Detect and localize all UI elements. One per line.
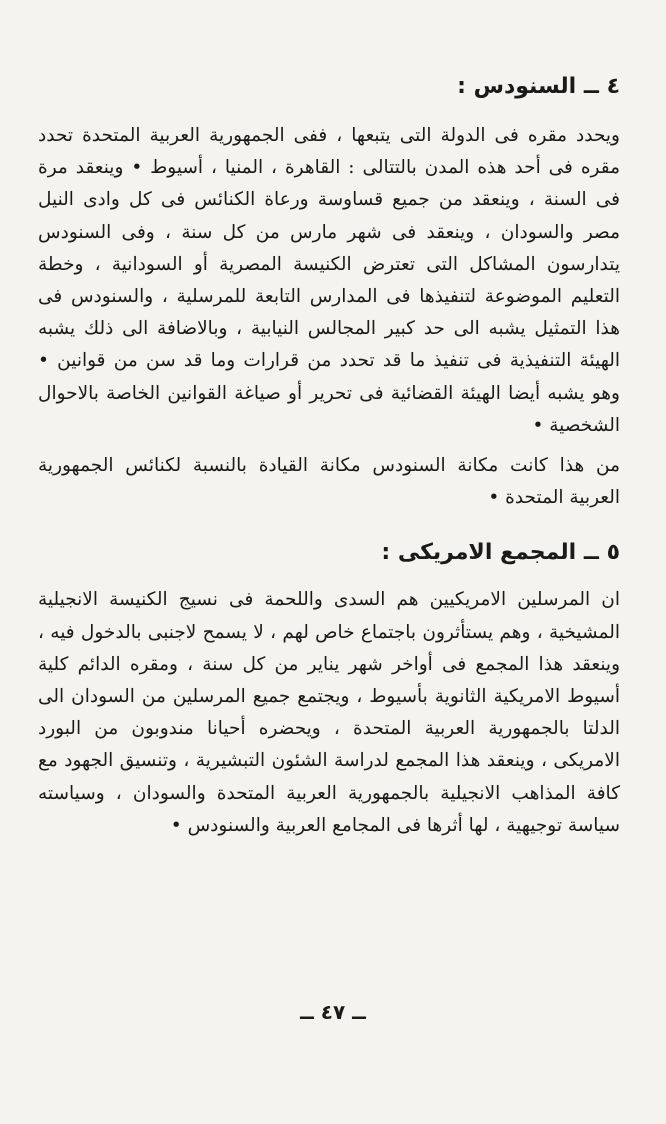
- page-number: ــ ٤٧ ــ: [300, 1000, 366, 1024]
- section-5-paragraph-1: ان المرسلين الامريكيين هم السدى واللحمة فى نسيج الكنيسة الانجيلية المشيخية ، وهم يستأثرون باجتماع خاص لهم ، لا يسمح لاجنبى بالدخول فيه ، وينعقد هذا المجمع فى أواخر شهر يناير من كل سنة ، ومقره الدائم كلية أسيوط الامريكية الثانوية بأسيوط ، ويجتمع جميع المرسلين من السودان الى الدلتا بالجمهورية العربية المتحدة ، ويحضره أحيانا مندوبون من البورد الامريكى ، وينعقد هذا المجمع لدراسة الشئون التبشيرية ، وتنسيق الجهود مع كافة المذاهب الانجيلية بالجمهورية العربية المتحدة والسودان ، وسياسته سياسة توجيهية ، لها أثرها فى المجامع العربية والسنودس •: [38, 589, 620, 836]
- document-page: [38, 60, 620, 1124]
- section-4-heading: ٤ ــ السنودس :: [457, 74, 620, 99]
- section-4-paragraph-1: ويحدد مقره فى الدولة التى يتبعها ، ففى الجمهورية العربية المتحدة تحدد مقره فى أحد هذه المدن بالتتالى : القاهرة ، المنيا ، أسيوط • وينعقد مرة فى السنة ، وينعقد من جميع قساوسة ورعاة الكنائس فى كل وادى النيل مصر والسودان ، وينعقد فى شهر مارس من كل سنة ، وفى السنودس يتدارسون المشاكل التى تعترض الكنيسة المصرية أو السودانية ، وخطة التعليم الموضوعة لتنفيذها فى المدارس التابعة للمرسلية ، والسنودس فى هذا التمثيل يشبه الى حد كبير المجالس النيابية ، وبالاضافة الى ذلك يشبه الهيئة التنفيذية فى تنفيذ ما قد تحدد من قرارات وما قد سن من قوانين • وهو يشبه أيضا الهيئة القضائية فى تحرير أو صياغة القوانين الخاصة بالاحوال الشخصية •: [38, 125, 620, 436]
- section-5-heading: ٥ ــ المجمع الامريكى :: [381, 540, 620, 566]
- section-4-paragraph-2: من هذا كانت مكانة السنودس مكانة القيادة بالنسبة لكنائس الجمهورية العربية المتحدة •: [38, 455, 620, 509]
